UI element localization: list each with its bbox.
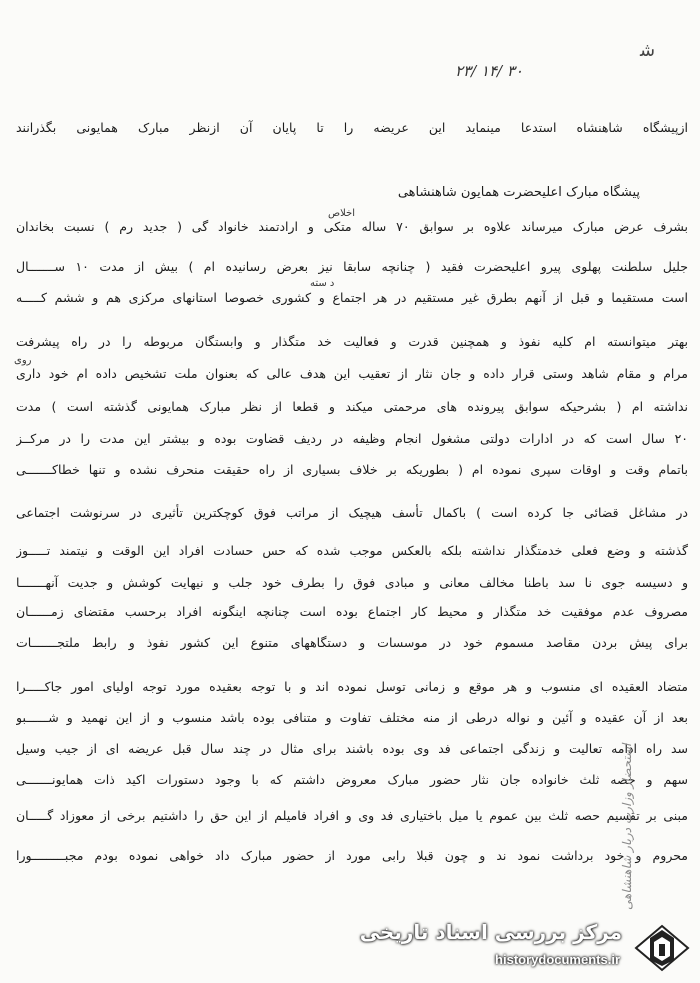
body-line: بشرف عرض مبارک میرساند علاوه بر سوابق ۷۰ ساله متکی و ارادتمند خانواد گی ( جدید رم ) نسبت بخاندان [16,219,688,234]
body-line: متضاد العقیده ای منسوب و هر موقع و زمانی توسل نموده اند و با توجه بعقیده مورد توجه اولیای امور جاکـــــرا [16,679,688,694]
inserted-word: د سته [310,278,335,289]
body-line: بعد از آن عقیده و آئین و نواله درطی از منه مختلف تفاوت و متنافی بوده باشد منسوب و از این نهمید و شــــــبو [16,710,688,725]
body-line: نداشته ام ( بشرحیکه سوابق پیرونده های مرحمتی میکند و قطعا از نظر مبارک همایونی گذشته است ) مدت [16,399,688,414]
body-line: مصروف عدم موفقیت خد متگذار و محیط کار اجتماع بوده است چنانچه اینگونه افراد برحسب مقتضای زمــــــان [16,604,688,619]
archive-logo-icon [632,922,692,974]
body-line: در مشاغل قضائی جا کرده است ) باکمال تأسف هیچیک از مراتب فوق کوچکترین تأثیری در سرنوشت اجتماعی [16,505,688,520]
body-line: و دسیسه جوی نا سد باطنا مخالف معانی و مبادی فوق را بطرف خود جلب و نیهایت کوشش و جدیت آنهـــــــا [16,575,688,590]
body-line: برای پیش بردن مقاصد مسموم خود در موسسات و دستگاههای متنوع این کشور نفوذ و رابط ملتجـــــــات [16,635,688,650]
body-line: باتمام وقت و اوقات سپری نموده ام ( بطوریکه بر خلاف بسیاری از راه حقیقت منحرف نشده و تنها خطاکـــــــی [16,462,688,477]
body-line: مبنی بر تقسیم حصه ثلث بین عموم یا میل باختیاری فد وی و افراد فامیلم از این حق را داشتیم برخی از معوزاد گـــــان [16,808,688,823]
intro-line: ازپیشگاه شاهنشاه استدعا مینماید این عریضه را تا پایان آن ازنظر مبارک همایونی بگذرانند [16,120,688,135]
archive-watermark [359,918,700,983]
addressee-heading: پیشگاه مبارک اعلیحضرت همایون شاهنشاهی [397,185,640,200]
corner-mark: ﺷ [640,40,656,61]
inserted-word: اخلاص [328,208,356,219]
reference-number: ۲۳/ ۱۴/ ۳۰ [455,62,523,80]
body-line: است مستقیما و قبل از آنهم بطرق غیر مستقیم در هر اجتماع و کشوری خصوصا استانهای مرکزی هم و ششم کـــــه [16,290,688,305]
watermark-title: مرکز بررسی اسناد تاریخی [359,920,622,944]
body-line: مرام و مقام شاهد وستی قرار داده و جان نثار از تعقیب این هدف عالی که بعنوان ملت تشخیص داده ام خود داری [16,366,688,381]
watermark-url: historydocuments.ir [495,952,620,967]
body-line: سد راه ادامه تعالیت و زندگی اجتماعی فد وی بوده باشند برای مثال در چند سال قبل عریضه ای از جیب وسیل [16,741,688,756]
body-line: سهم و حصه ثلث خانواده جان نثار حضور مبارک معروض داشتم که با وجود دستورات اکید ذات همایونـــــــی [16,772,688,787]
body-line: جلیل سلطنت پهلوی پیرو اعلیحضرت فقید ( چنانچه سابقا نیز بعرض رسانیده ام ) بیش از مدت ۱۰ ســـــــال [16,259,688,274]
body-line: گذشته و وضع فعلی خدمتگذار نداشته بلکه بالعکس موجب شده که حس حسادت افراد این الوقت و نیتمند تـــــوز [16,543,688,558]
body-line: ۲۰ سال است که در ادارات دولتی مشغول انجام وظیفه در ردیف قضاوت بوده و بیشتر این مدت را در مرکــز [16,431,688,446]
body-line: بهتر میتوانسته ام کلیه نفوذ و همچنین قدرت و فعالیت خد متگذار و وابستگان مربوطه را در راه پیشرفت [16,334,688,349]
body-line: محروم و خود برداشت نمود ند و چون قبلا رابی مورد از حضور مبارک داد خواهی نموده بودم مجبـــــــــورا [16,848,688,863]
margin-handwritten-note: استحضار وزارت دربار شاهنشاهی [620,743,634,910]
inserted-word: روی [14,355,32,366]
